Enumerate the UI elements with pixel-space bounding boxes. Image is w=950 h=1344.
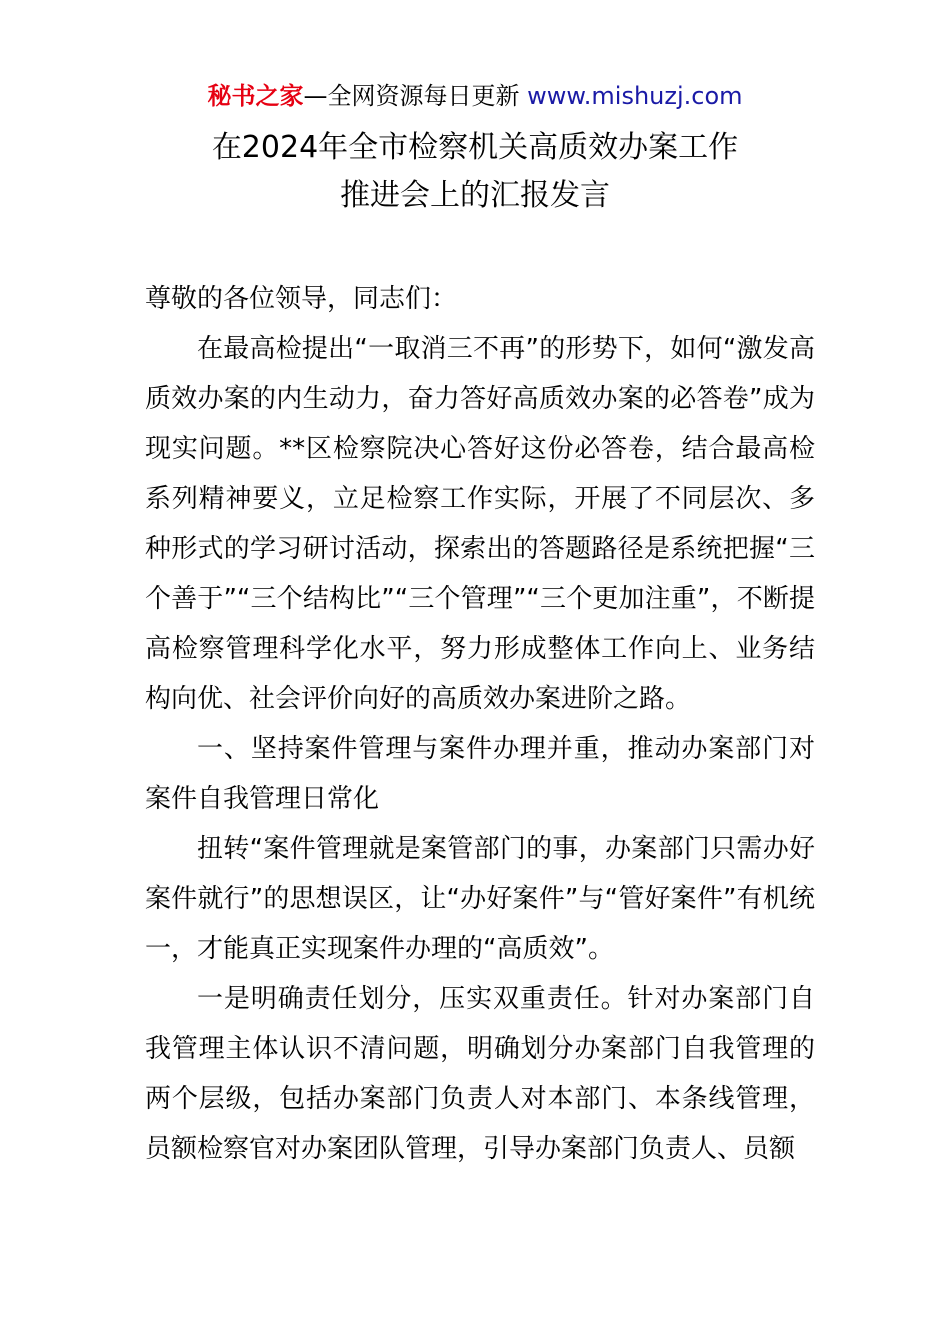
header-banner	[0, 80, 950, 112]
salutation: 尊敬的各位领导，同志们：	[145, 284, 458, 314]
brand-name: 秘书之家	[207, 82, 304, 110]
body-paragraph-1: 在最高检提出“一取消三不再”的形势下，如何“激发高质效办案的内生动力，奋力答好高质效办案的必答卷”成为现实问题。**区检察院决心答好这份必答卷，结合最高检系列精神要义，立足检察工作实际，开展了不同层次、多种形式的学习研讨活动，探索出的答题路径是系统把握“三个善于”“三个结构比”“三个管理”“三个更加注重”，不断提高检察管理科学化水平，努力形成整体工作向上、业务结构向优、社会评价向好的高质效办案进阶之路。	[145, 334, 815, 714]
document-title-line-1: 在2024年全市检察机关高质效办案工作	[211, 130, 739, 165]
document-body	[145, 274, 815, 1174]
document-title-line-2: 推进会上的汇报发言	[340, 178, 610, 213]
section-heading-1: 一、坚持案件管理与案件办理并重，推动办案部门对案件自我管理日常化	[145, 734, 815, 814]
site-url-link[interactable]: www.mishuzj.com	[527, 82, 743, 110]
header-tagline: —全网资源每日更新	[303, 82, 528, 110]
body-paragraph-2: 扭转“案件管理就是案管部门的事，办案部门只需办好案件就行”的思想误区，让“办好案件”与“管好案件”有机统一，才能真正实现案件办理的“高质效”。	[145, 834, 815, 964]
body-paragraph-3: 一是明确责任划分，压实双重责任。针对办案部门自我管理主体认识不清问题，明确划分办案部门自我管理的两个层级，包括办案部门负责人对本部门、本条线管理，员额检察官对办案团队管理，引导办案部门负责人、员额	[145, 984, 815, 1164]
